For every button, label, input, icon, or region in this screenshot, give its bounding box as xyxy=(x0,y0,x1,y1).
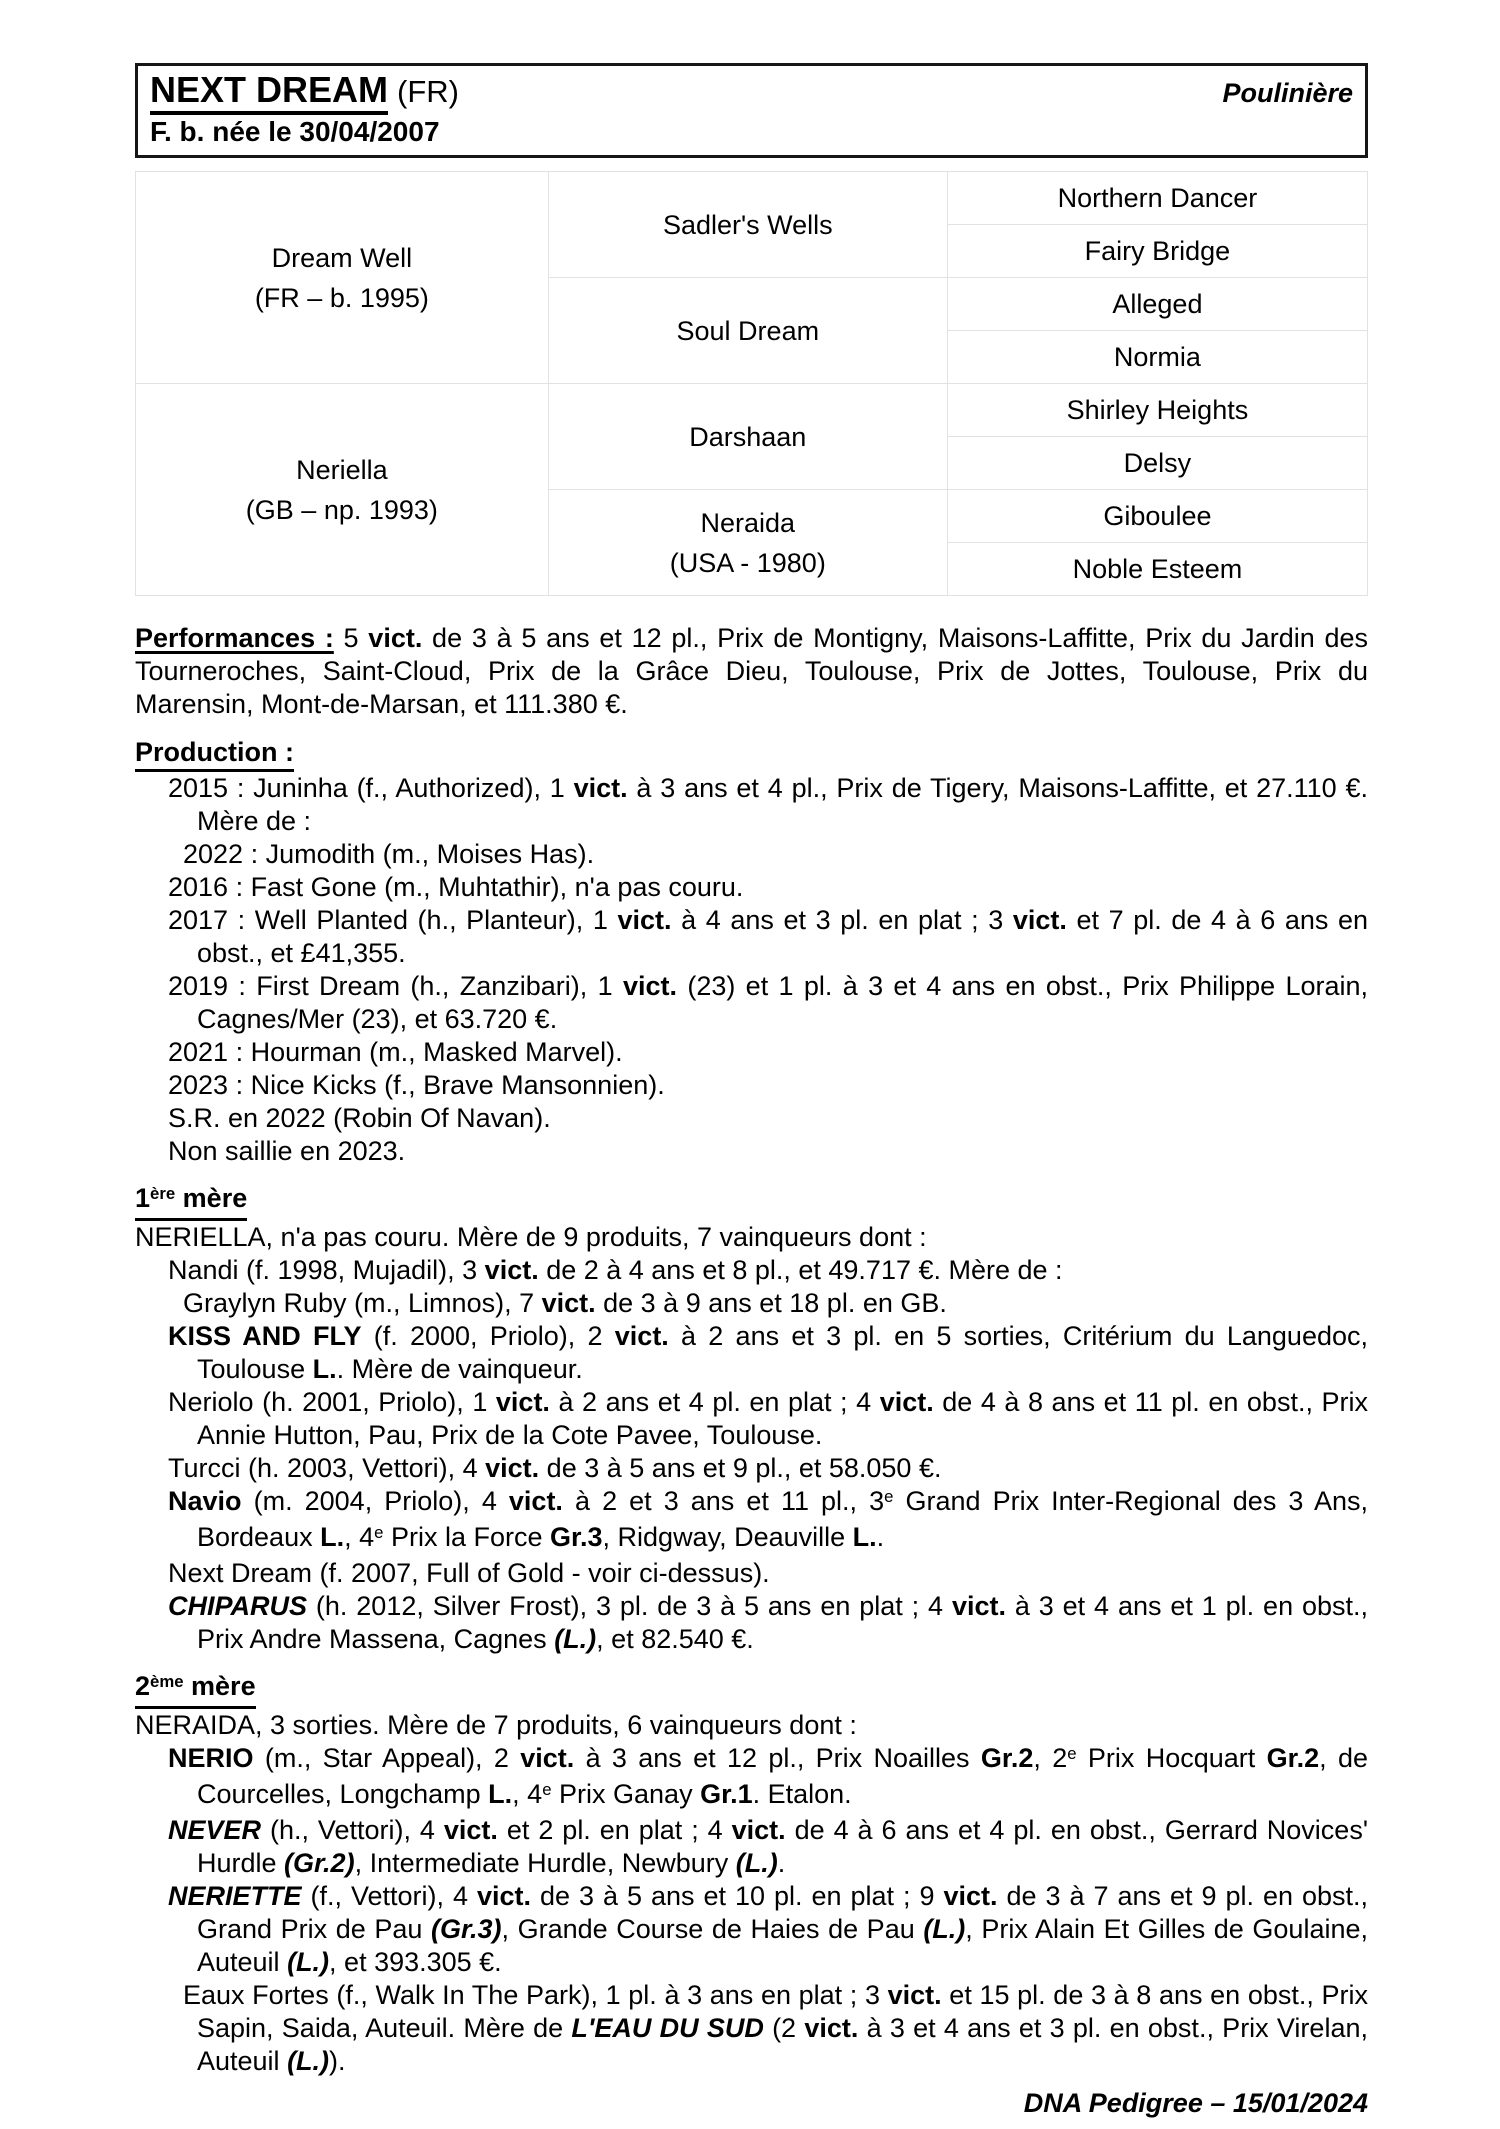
text-segment: à 2 et 3 ans et 11 pl., 3 xyxy=(562,1486,885,1516)
pedigree-table xyxy=(135,171,1368,596)
text-segment: vict. xyxy=(879,1387,934,1417)
text-segment: mère xyxy=(175,1183,248,1213)
second-dam-item-neriette xyxy=(135,1880,1368,1979)
text-segment: Eaux Fortes (f., Walk In The Park), 1 pl. à 3 ans en plat ; 3 xyxy=(183,1980,888,2010)
second-dam-item-eaux-fortes xyxy=(135,1979,1368,2078)
text-segment: Next Dream (f. 2007, Full of Gold - voir ci-dessus). xyxy=(168,1558,770,1588)
text-segment: e xyxy=(1067,1743,1077,1763)
second-dam-item-nerio xyxy=(135,1742,1368,1814)
text-segment: 2022 : Jumodith (m., Moises Has). xyxy=(183,839,595,869)
text-segment: à 3 et 4 ans et 3 pl. en obst., Prix Virelan, Auteuil xyxy=(197,2013,1368,2076)
text-segment: (m., Star Appeal), 2 xyxy=(253,1743,521,1773)
performances-paragraph xyxy=(135,622,1368,721)
text-segment: de 3 à 7 ans et 9 pl. en obst., Grand Prix de Pau xyxy=(197,1881,1369,1944)
text-segment: vict. xyxy=(614,1321,669,1351)
production-note-sr xyxy=(135,1102,1368,1135)
text-segment: et 15 pl. de 3 à 8 ans en obst., Prix Sapin, Saida, Auteuil. Mère de xyxy=(197,1980,1368,2043)
text-segment: NERIETTE xyxy=(168,1881,302,1911)
text-segment: L. xyxy=(488,1779,513,1809)
header-title-row xyxy=(150,69,1353,115)
pedigree-row xyxy=(136,172,1368,225)
text-segment: , et 393.305 €. xyxy=(329,1947,502,1977)
horse-birth-line: F. b. née le 30/04/2007 xyxy=(150,116,440,147)
production-item-2016 xyxy=(135,871,1368,904)
text-segment: 1 xyxy=(135,1183,151,1213)
ancestor-name: Soul Dream xyxy=(676,315,820,346)
pedigree-ggp-2-cell xyxy=(947,225,1367,278)
production-item-2017 xyxy=(135,904,1368,970)
text-segment: , et 82.540 €. xyxy=(596,1624,754,1654)
horse-name: NEXT DREAM xyxy=(150,69,388,115)
pedigree-ggp-4-cell xyxy=(947,331,1367,384)
text-segment: (f., Vettori), 4 xyxy=(301,1881,477,1911)
text-segment: Non saillie en 2023. xyxy=(168,1136,406,1166)
pedigree-row xyxy=(136,384,1368,437)
ancestor-name: Northern Dancer xyxy=(1057,183,1258,213)
text-segment: , Ridgway, Deauville xyxy=(602,1522,853,1552)
text-segment: vict. xyxy=(520,1743,575,1773)
first-dam-heading xyxy=(135,1182,1368,1221)
text-segment: 2019 : First Dream (h., Zanzibari), 1 xyxy=(168,971,623,1001)
text-segment: ère xyxy=(150,1183,176,1203)
text-segment: L. xyxy=(312,1354,337,1384)
production-heading-text xyxy=(135,736,294,772)
text-segment: CHIPARUS xyxy=(168,1591,308,1621)
text-segment: de 3 à 9 ans et 18 pl. en GB. xyxy=(595,1288,947,1318)
production-item-2023 xyxy=(135,1069,1368,1102)
text-segment: vict. xyxy=(495,1387,550,1417)
text-segment: de 4 à 6 ans et 4 pl. en obst., Gerrard Novices' Hurdle xyxy=(197,1815,1368,1878)
text-segment: vict. xyxy=(485,1453,540,1483)
text-segment: vict. xyxy=(622,971,677,1001)
text-segment: Performances : xyxy=(135,623,334,653)
text-segment: vict. xyxy=(573,773,628,803)
ancestor-name: Shirley Heights xyxy=(1066,395,1249,425)
text-segment: L. xyxy=(852,1522,877,1552)
text-segment: ème xyxy=(150,1671,184,1691)
text-segment: vict. xyxy=(804,2013,859,2043)
text-segment: (2 xyxy=(763,2013,805,2043)
text-segment: S.R. en 2022 (Robin Of Navan). xyxy=(168,1103,551,1133)
text-segment: , 2 xyxy=(1033,1743,1068,1773)
text-segment: . Etalon. xyxy=(752,1779,852,1809)
pedigree-ggp-8-cell xyxy=(947,543,1367,596)
text-segment: Navio xyxy=(168,1486,242,1516)
text-segment: L. xyxy=(320,1522,345,1552)
text-segment: à 2 ans et 4 pl. en plat ; 4 xyxy=(549,1387,880,1417)
ancestor-name: Fairy Bridge xyxy=(1084,236,1231,266)
text-segment: vict. xyxy=(541,1288,596,1318)
text-segment: mère xyxy=(183,1671,256,1701)
text-segment: ). xyxy=(329,2046,346,2076)
text-segment: vict. xyxy=(951,1591,1006,1621)
text-segment: et 2 pl. en plat ; 4 xyxy=(497,1815,732,1845)
text-segment: Nandi (f. 1998, Mujadil), 3 xyxy=(168,1255,485,1285)
text-segment: vict. xyxy=(368,623,423,653)
second-dam-heading xyxy=(135,1670,1368,1709)
pedigree-grandsire-1-cell xyxy=(548,172,947,278)
text-segment: KISS AND FLY xyxy=(168,1321,362,1351)
text-segment: (L.) xyxy=(554,1624,597,1654)
text-segment: vict. xyxy=(508,1486,563,1516)
production-heading xyxy=(135,736,1368,772)
pedigree-ggp-3-cell xyxy=(947,278,1367,331)
ancestor-name: Alleged xyxy=(1112,289,1203,319)
ancestor-name: Neriella xyxy=(296,454,388,485)
pedigree-sire-cell xyxy=(136,172,549,384)
text-segment: 2017 : Well Planted (h., Planteur), 1 xyxy=(168,905,618,935)
text-segment: , Intermediate Hurdle, Newbury xyxy=(354,1848,736,1878)
ancestor-name: Delsy xyxy=(1123,448,1192,478)
second-dam-heading-text xyxy=(135,1670,256,1709)
production-subitem-2022 xyxy=(135,838,1368,871)
pedigree-granddam-1-cell xyxy=(548,278,947,384)
text-segment: . Mère de vainqueur. xyxy=(336,1354,583,1384)
text-segment: à 2 ans et 3 pl. en 5 sorties, Critérium du Languedoc, Toulouse xyxy=(197,1321,1368,1384)
ancestor-name: Darshaan xyxy=(689,421,807,452)
text-segment: Prix la Force xyxy=(383,1522,550,1552)
text-segment: Gr.2 xyxy=(980,1743,1034,1773)
text-segment: vict. xyxy=(443,1815,498,1845)
first-dam-item-turcci xyxy=(135,1452,1368,1485)
text-segment: . xyxy=(777,1848,786,1878)
first-dam-item-neriolo xyxy=(135,1386,1368,1452)
text-segment: , Prix Alain Et Gilles de Goulaine, Auteuil xyxy=(197,1914,1368,1977)
text-segment: à 4 ans et 3 pl. en plat ; 3 xyxy=(671,905,1013,935)
text-segment: , 4 xyxy=(344,1522,375,1552)
text-segment: et 7 pl. de 4 à 6 ans en obst., et £41,355. xyxy=(197,905,1368,968)
text-segment: L'EAU DU SUD xyxy=(571,2013,764,2043)
text-segment: de 3 à 5 ans et 10 pl. en plat ; 9 xyxy=(531,1881,944,1911)
text-segment: . xyxy=(876,1522,885,1552)
text-segment: (Gr.2) xyxy=(284,1848,355,1878)
text-segment: Neriolo (h. 2001, Priolo), 1 xyxy=(168,1387,496,1417)
text-segment: vict. xyxy=(887,1980,942,2010)
text-segment: e xyxy=(374,1522,384,1542)
ancestor-name: Normia xyxy=(1113,342,1201,372)
first-dam-item-navio xyxy=(135,1485,1368,1557)
text-segment: à 3 et 4 ans et 1 pl. en obst., Prix Andre Massena, Cagnes xyxy=(197,1591,1368,1654)
first-dam-subitem-graylyn-ruby xyxy=(135,1287,1368,1320)
ancestor-name: Noble Esteem xyxy=(1072,554,1243,584)
text-segment: vict. xyxy=(484,1255,539,1285)
text-segment: , de Courcelles, Longchamp xyxy=(197,1743,1368,1809)
text-segment: vict. xyxy=(943,1881,998,1911)
first-dam-item-chiparus xyxy=(135,1590,1368,1656)
production-item-2021 xyxy=(135,1036,1368,1069)
text-segment: à 3 ans et 4 pl., Prix de Tigery, Maisons-Laffitte, et 27.110 €. Mère de : xyxy=(197,773,1368,836)
text-segment: NEVER xyxy=(168,1815,262,1845)
text-segment: de 2 à 4 ans et 8 pl., et 49.717 €. Mère de : xyxy=(538,1255,1063,1285)
ancestor-name: Neraida xyxy=(700,507,796,538)
text-segment: e xyxy=(884,1486,894,1506)
text-segment: Turcci (h. 2003, Vettori), 4 xyxy=(168,1453,486,1483)
pedigree-ggp-5-cell xyxy=(947,384,1367,437)
text-segment: NERAIDA, 3 sorties. Mère de 7 produits, 6 vainqueurs dont : xyxy=(135,1710,857,1740)
text-segment: , 4 xyxy=(512,1779,543,1809)
first-dam-item-kiss-and-fly xyxy=(135,1320,1368,1386)
text-segment: Prix Hocquart xyxy=(1076,1743,1267,1773)
pedigree-ggp-1-cell xyxy=(947,172,1367,225)
pedigree-grandsire-2-cell xyxy=(548,384,947,490)
text-segment: vict. xyxy=(476,1881,532,1911)
pedigree-granddam-2-cell xyxy=(548,490,947,596)
text-segment: 2 xyxy=(135,1671,151,1701)
text-segment: Grand Prix Inter-Regional des 3 Ans, Bordeaux xyxy=(197,1486,1368,1552)
text-segment: NERIELLA, n'a pas couru. Mère de 9 produits, 7 vainqueurs dont : xyxy=(135,1222,927,1252)
text-segment: NERIO xyxy=(168,1743,254,1773)
first-dam-heading-text xyxy=(135,1182,247,1221)
production-item-2015 xyxy=(135,772,1368,838)
text-segment: 2015 : Juninha (f., Authorized), 1 xyxy=(168,773,574,803)
pedigree-ggp-7-cell xyxy=(947,490,1367,543)
first-dam-item-nandi xyxy=(135,1254,1368,1287)
horse-name-title xyxy=(150,69,459,115)
text-segment: (L.) xyxy=(735,1848,778,1878)
text-segment: (L.) xyxy=(287,1947,330,1977)
text-segment: de 3 à 5 ans et 12 pl., Prix de Montigny, Maisons-Laffitte, Prix du Jardin des Tourneroches, Saint-Cloud, Prix de la Grâce Dieu, Toulouse, Prix de Jottes, Toulouse, Prix du Marensin, Mont-de-Marsan, et 111.380 €. xyxy=(135,623,1368,719)
text-segment: (Gr.3) xyxy=(430,1914,502,1944)
text-segment: vict. xyxy=(617,905,672,935)
text-segment: Prix Ganay xyxy=(551,1779,701,1809)
text-segment: (h. 2012, Silver Frost), 3 pl. de 3 à 5 ans en plat ; 4 xyxy=(307,1591,952,1621)
ancestor-name: Giboulee xyxy=(1103,501,1212,531)
text-segment: (L.) xyxy=(287,2046,330,2076)
ancestor-name: Sadler's Wells xyxy=(662,209,833,240)
footer-credit xyxy=(135,2087,1368,2120)
ancestor-info: (USA - 1980) xyxy=(669,547,826,578)
text-segment: (f. 2000, Priolo), 2 xyxy=(361,1321,615,1351)
text-segment: Graylyn Ruby (m., Limnos), 7 xyxy=(183,1288,542,1318)
text-segment: Gr.3 xyxy=(549,1522,603,1552)
header-box xyxy=(135,63,1368,158)
text-segment: de 4 à 8 ans et 11 pl. en obst., Prix Annie Hutton, Pau, Prix de la Cote Pavee, Toulouse. xyxy=(197,1387,1369,1450)
text-segment: e xyxy=(542,1779,552,1799)
text-segment: (L.) xyxy=(923,1914,966,1944)
text-segment: à 3 ans et 12 pl., Prix Noailles xyxy=(574,1743,981,1773)
text-segment: DNA Pedigree – 15/01/2024 xyxy=(1023,2088,1368,2118)
second-dam-item-never xyxy=(135,1814,1368,1880)
text-segment: 2016 : Fast Gone (m., Muhtathir), n'a pas couru. xyxy=(168,872,744,902)
text-segment: (23) et 1 pl. à 3 et 4 ans en obst., Prix Philippe Lorain, Cagnes/Mer (23), et 63.720 €. xyxy=(197,971,1369,1034)
text-segment: , Grande Course de Haies de Pau xyxy=(501,1914,924,1944)
text-segment: Gr.1 xyxy=(700,1779,753,1809)
text-segment: (m. 2004, Priolo), 4 xyxy=(241,1486,509,1516)
ancestor-name: Dream Well xyxy=(271,242,413,273)
pedigree-ggp-6-cell xyxy=(947,437,1367,490)
text-segment: 2021 : Hourman (m., Masked Marvel). xyxy=(168,1037,623,1067)
text-segment: vict. xyxy=(731,1815,786,1845)
ancestor-info: (GB – np. 1993) xyxy=(245,494,438,525)
second-dam-intro xyxy=(135,1709,1368,1742)
horse-country-suffix: (FR) xyxy=(397,74,459,109)
production-note-non-saillie xyxy=(135,1135,1368,1168)
text-segment: (h., Vettori), 4 xyxy=(261,1815,444,1845)
first-dam-intro xyxy=(135,1221,1368,1254)
text-segment: 5 xyxy=(333,623,369,653)
text-segment: Production : xyxy=(135,737,294,767)
text-segment: Gr.2 xyxy=(1266,1743,1320,1773)
pedigree-dam-cell xyxy=(136,384,549,596)
text-segment: vict. xyxy=(1012,905,1067,935)
production-item-2019 xyxy=(135,970,1368,1036)
first-dam-item-next-dream xyxy=(135,1557,1368,1590)
text-segment: de 3 à 5 ans et 9 pl., et 58.050 €. xyxy=(539,1453,942,1483)
ancestor-info: (FR – b. 1995) xyxy=(254,282,429,313)
text-segment: 2023 : Nice Kicks (f., Brave Mansonnien). xyxy=(168,1070,665,1100)
broodmare-tag: Poulinière xyxy=(1222,78,1353,108)
